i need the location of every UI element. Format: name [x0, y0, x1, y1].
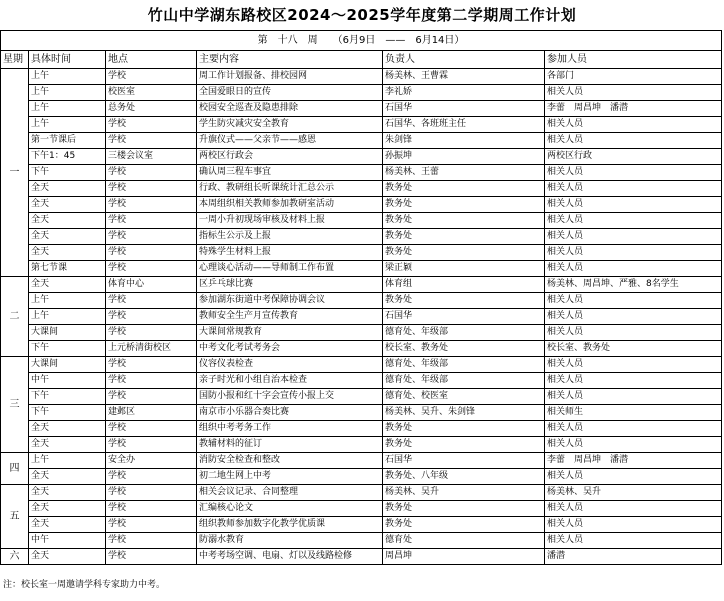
cell-content: 本周组织相关教师参加教研室活动 [197, 197, 383, 213]
cell-content: 周工作计划报备、排校园网 [197, 69, 383, 85]
cell-owner: 周昌坤 [383, 549, 545, 565]
cell-content: 国防小报和红十字会宣传小报上交 [197, 389, 383, 405]
table-row [1, 229, 722, 245]
day-label: 二 [1, 277, 29, 357]
cell-time: 上午 [29, 293, 106, 309]
cell-content: 防溺水教育 [197, 533, 383, 549]
table-row [1, 197, 722, 213]
cell-content: 指标生公示及上报 [197, 229, 383, 245]
cell-time: 上午 [29, 117, 106, 133]
table-row [1, 517, 722, 533]
cell-content: 特殊学生材料上报 [197, 245, 383, 261]
cell-place: 学校 [106, 165, 197, 181]
cell-owner: 石国华、各班班主任 [383, 117, 545, 133]
col-header-content: 主要内容 [197, 51, 383, 69]
cell-content: 初二地生网上中考 [197, 469, 383, 485]
table-row [1, 117, 722, 133]
cell-content: 全国爱眼日的宣传 [197, 85, 383, 101]
table-row [1, 85, 722, 101]
cell-content: 教师安全生产月宣传教育 [197, 309, 383, 325]
cell-place: 上元桥清街校区 [106, 341, 197, 357]
cell-content: 大课间常规教育 [197, 325, 383, 341]
cell-content: 校园安全巡查及隐患排除 [197, 101, 383, 117]
cell-participants: 相关人员 [545, 421, 722, 437]
cell-participants: 李蕾 周昌坤 潘潜 [545, 453, 722, 469]
cell-time: 第七节课 [29, 261, 106, 277]
col-header-participants: 参加人员 [545, 51, 722, 69]
cell-owner: 校长室、教务处 [383, 341, 545, 357]
col-header-owner: 负责人 [383, 51, 545, 69]
cell-place: 学校 [106, 389, 197, 405]
cell-time: 上午 [29, 69, 106, 85]
table-row [1, 341, 722, 357]
cell-time: 全天 [29, 501, 106, 517]
table-row [1, 69, 722, 85]
cell-time: 大课间 [29, 325, 106, 341]
cell-owner: 德育处 [383, 533, 545, 549]
table-row [1, 245, 722, 261]
cell-owner: 杨美林、王蕾 [383, 165, 545, 181]
cell-place: 学校 [106, 469, 197, 485]
cell-content: 组织教师参加数字化教学优质课 [197, 517, 383, 533]
cell-participants: 相关人员 [545, 309, 722, 325]
cell-participants: 相关人员 [545, 325, 722, 341]
cell-content: 心理谈心活动——导师制工作布置 [197, 261, 383, 277]
cell-participants: 相关人员 [545, 229, 722, 245]
cell-time: 全天 [29, 277, 106, 293]
cell-place: 学校 [106, 309, 197, 325]
cell-owner: 体育组 [383, 277, 545, 293]
cell-place: 学校 [106, 549, 197, 565]
cell-content: 组织中考考务工作 [197, 421, 383, 437]
cell-time: 全天 [29, 197, 106, 213]
cell-participants: 相关人员 [545, 469, 722, 485]
table-row [1, 181, 722, 197]
day-label: 六 [1, 549, 29, 565]
cell-time: 第一节课后 [29, 133, 106, 149]
table-row [1, 533, 722, 549]
cell-owner: 教务处 [383, 293, 545, 309]
cell-participants: 潘潜 [545, 549, 722, 565]
cell-place: 体育中心 [106, 277, 197, 293]
cell-owner: 杨美林、王曹霖 [383, 69, 545, 85]
table-row [1, 373, 722, 389]
week-row [1, 31, 722, 51]
cell-participants: 李蕾 周昌坤 潘潜 [545, 101, 722, 117]
cell-place: 学校 [106, 517, 197, 533]
table-row [1, 469, 722, 485]
table-row [1, 485, 722, 501]
cell-time: 全天 [29, 213, 106, 229]
cell-content: 行政、教研组长听课统计汇总公示 [197, 181, 383, 197]
table-row [1, 101, 722, 117]
table-row [1, 421, 722, 437]
cell-place: 学校 [106, 229, 197, 245]
cell-content: 确认周三程车事宜 [197, 165, 383, 181]
cell-content: 一周小升初现场审核及材料上报 [197, 213, 383, 229]
col-header-time: 具体时间 [29, 51, 106, 69]
cell-content: 两校区行政会 [197, 149, 383, 165]
cell-owner: 教务处 [383, 245, 545, 261]
week-label: 第 十八 周 （6月9日 —— 6月14日） [1, 31, 722, 51]
cell-participants: 相关人员 [545, 117, 722, 133]
cell-participants: 相关人员 [545, 261, 722, 277]
cell-content: 参加湖东街道中考保障协调会议 [197, 293, 383, 309]
table-row [1, 133, 722, 149]
cell-place: 三楼会议室 [106, 149, 197, 165]
cell-participants: 相关人员 [545, 181, 722, 197]
cell-place: 学校 [106, 421, 197, 437]
cell-participants: 杨美林、周昌坤、严雅、8名学生 [545, 277, 722, 293]
cell-place: 学校 [106, 325, 197, 341]
cell-participants: 相关人员 [545, 357, 722, 373]
cell-place: 学校 [106, 197, 197, 213]
cell-content: 升旗仪式——父亲节——感恩 [197, 133, 383, 149]
day-label: 三 [1, 357, 29, 453]
cell-owner: 德育处、年级部 [383, 357, 545, 373]
cell-owner: 教务处 [383, 229, 545, 245]
table-row [1, 453, 722, 469]
col-header-place: 地点 [106, 51, 197, 69]
cell-time: 下午1：45 [29, 149, 106, 165]
cell-time: 下午 [29, 341, 106, 357]
cell-place: 校医室 [106, 85, 197, 101]
cell-place: 学校 [106, 357, 197, 373]
cell-owner: 杨美林、吴升 [383, 485, 545, 501]
cell-time: 全天 [29, 549, 106, 565]
cell-owner: 德育处、年级部 [383, 373, 545, 389]
cell-time: 大课间 [29, 357, 106, 373]
cell-owner: 孙振坤 [383, 149, 545, 165]
cell-participants: 相关人员 [545, 373, 722, 389]
table-row [1, 549, 722, 565]
footnote: 注：校长室一周邀请学科专家助力中考。 [3, 580, 166, 590]
cell-content: 汇编核心论文 [197, 501, 383, 517]
cell-content: 中考考场空调、电扇、灯以及线路检修 [197, 549, 383, 565]
header-row [1, 51, 722, 69]
cell-time: 全天 [29, 469, 106, 485]
cell-place: 总务处 [106, 101, 197, 117]
cell-owner: 德育处、校医室 [383, 389, 545, 405]
cell-participants: 相关人员 [545, 517, 722, 533]
cell-owner: 杨美林、吴升、朱剑锋 [383, 405, 545, 421]
cell-place: 学校 [106, 133, 197, 149]
cell-time: 上午 [29, 309, 106, 325]
cell-place: 学校 [106, 485, 197, 501]
cell-content: 仪容仪表检查 [197, 357, 383, 373]
cell-owner: 石国华 [383, 309, 545, 325]
cell-place: 学校 [106, 181, 197, 197]
cell-place: 学校 [106, 69, 197, 85]
page-title: 竹山中学湖东路校区2024～2025学年度第二学期周工作计划 [147, 6, 577, 24]
cell-content: 消防安全检查和整改 [197, 453, 383, 469]
cell-content: 区乒乓球比赛 [197, 277, 383, 293]
day-label: 四 [1, 453, 29, 485]
cell-owner: 石国华 [383, 453, 545, 469]
cell-place: 学校 [106, 373, 197, 389]
cell-participants: 相关人员 [545, 389, 722, 405]
cell-content: 教辅材料的征订 [197, 437, 383, 453]
table-row [1, 357, 722, 373]
cell-time: 下午 [29, 405, 106, 421]
cell-participants: 校长室、教务处 [545, 341, 722, 357]
cell-place: 学校 [106, 117, 197, 133]
cell-content: 相关会议记录、合同整理 [197, 485, 383, 501]
cell-place: 学校 [106, 213, 197, 229]
cell-time: 全天 [29, 229, 106, 245]
cell-owner: 教务处 [383, 213, 545, 229]
cell-owner: 教务处 [383, 421, 545, 437]
table-row [1, 309, 722, 325]
cell-owner: 教务处 [383, 437, 545, 453]
cell-owner: 梁正颖 [383, 261, 545, 277]
cell-participants: 相关师生 [545, 405, 722, 421]
cell-time: 中午 [29, 533, 106, 549]
cell-time: 上午 [29, 101, 106, 117]
cell-time: 全天 [29, 181, 106, 197]
cell-owner: 朱剑锋 [383, 133, 545, 149]
cell-place: 学校 [106, 261, 197, 277]
cell-time: 全天 [29, 437, 106, 453]
table-row [1, 149, 722, 165]
cell-time: 下午 [29, 389, 106, 405]
cell-participants: 相关人员 [545, 245, 722, 261]
cell-place: 学校 [106, 437, 197, 453]
cell-place: 建邺区 [106, 405, 197, 421]
cell-place: 学校 [106, 293, 197, 309]
cell-time: 全天 [29, 517, 106, 533]
cell-time: 全天 [29, 485, 106, 501]
cell-participants: 相关人员 [545, 293, 722, 309]
cell-owner: 教务处、八年级 [383, 469, 545, 485]
day-label: 五 [1, 485, 29, 549]
table-row [1, 261, 722, 277]
cell-participants: 相关人员 [545, 213, 722, 229]
cell-time: 下午 [29, 165, 106, 181]
cell-time: 中午 [29, 373, 106, 389]
cell-content: 南京市小乐器合奏比赛 [197, 405, 383, 421]
cell-owner: 石国华 [383, 101, 545, 117]
cell-owner: 教务处 [383, 181, 545, 197]
table-row [1, 437, 722, 453]
col-header-day: 星期 [1, 51, 29, 69]
day-label: 一 [1, 69, 29, 277]
cell-place: 安全办 [106, 453, 197, 469]
cell-place: 学校 [106, 501, 197, 517]
cell-time: 上午 [29, 85, 106, 101]
table-row [1, 277, 722, 293]
cell-participants: 各部门 [545, 69, 722, 85]
cell-place: 学校 [106, 245, 197, 261]
cell-owner: 德育处、年级部 [383, 325, 545, 341]
table-row [1, 325, 722, 341]
cell-time: 全天 [29, 421, 106, 437]
cell-place: 学校 [106, 533, 197, 549]
cell-participants: 两校区行政 [545, 149, 722, 165]
table-row [1, 405, 722, 421]
cell-content: 学生防灾减灾安全教育 [197, 117, 383, 133]
cell-participants: 相关人员 [545, 85, 722, 101]
table-row [1, 165, 722, 181]
cell-participants: 相关人员 [545, 197, 722, 213]
cell-participants: 相关人员 [545, 165, 722, 181]
plan-table [0, 30, 722, 565]
cell-owner: 教务处 [383, 517, 545, 533]
cell-time: 全天 [29, 245, 106, 261]
cell-participants: 相关人员 [545, 501, 722, 517]
cell-content: 亲子时光和小组自治本检查 [197, 373, 383, 389]
cell-participants: 相关人员 [545, 133, 722, 149]
cell-participants: 相关人员 [545, 437, 722, 453]
table-row [1, 501, 722, 517]
cell-owner: 教务处 [383, 197, 545, 213]
cell-time: 上午 [29, 453, 106, 469]
cell-content: 中考文化考试考务会 [197, 341, 383, 357]
cell-owner: 教务处 [383, 501, 545, 517]
cell-participants: 相关人员 [545, 533, 722, 549]
cell-owner: 李礼娇 [383, 85, 545, 101]
table-row [1, 213, 722, 229]
cell-participants: 杨美林、吴升 [545, 485, 722, 501]
table-row [1, 389, 722, 405]
table-row [1, 293, 722, 309]
